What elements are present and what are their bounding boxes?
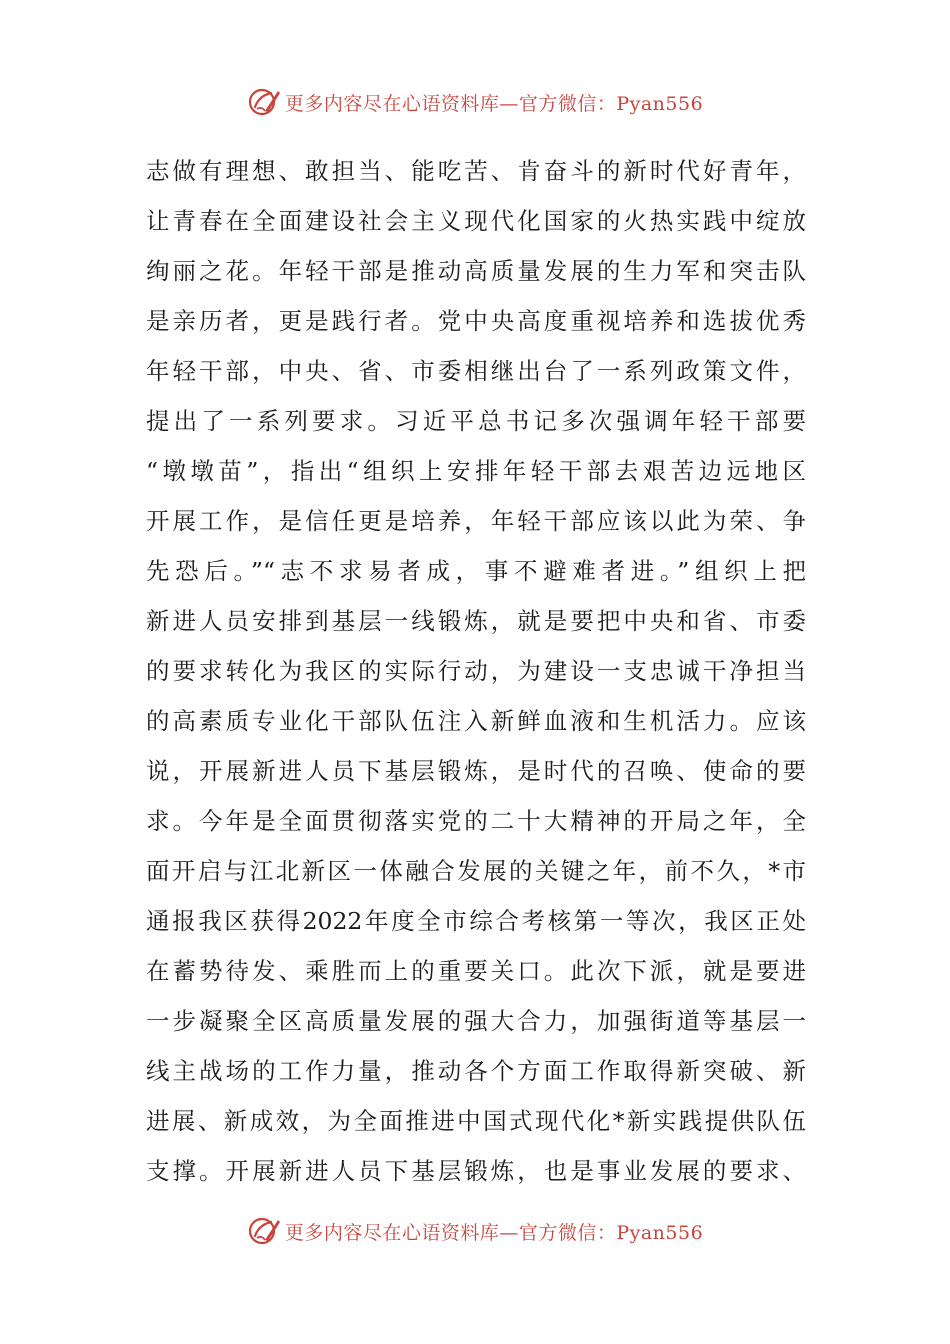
- text-line: 先恐后。”“志不求易者成，事不避难者进。”组织上把: [146, 557, 806, 585]
- text-line: 的高素质专业化干部队伍注入新鲜血液和生机活力。应该: [146, 707, 806, 735]
- text-line: 说，开展新进人员下基层锻炼，是时代的召唤、使命的要: [146, 757, 806, 785]
- text-line: 在蓄势待发、乘胜而上的重要关口。此次下派，就是要进: [146, 957, 806, 985]
- text-line: 面开启与江北新区一体融合发展的关键之年，前不久，*市: [146, 857, 806, 885]
- watermark-text: 更多内容尽在心语资料库—官方微信：Pyan556: [284, 92, 704, 115]
- document-body: [146, 146, 806, 1196]
- text-line: 进展、新成效，为全面推进中国式现代化*新实践提供队伍: [146, 1107, 806, 1135]
- watermark-text: 更多内容尽在心语资料库—官方微信：Pyan556: [284, 1221, 704, 1244]
- text-line: 线主战场的工作力量，推动各个方面工作取得新突破、新: [146, 1057, 806, 1085]
- text-line: 一步凝聚全区高质量发展的强大合力，加强街道等基层一: [146, 1007, 806, 1035]
- text-line: 新进人员安排到基层一线锻炼，就是要把中央和省、市委: [146, 607, 806, 635]
- text-line: “墩墩苗”，指出“组织上安排年轻干部去艰苦边远地区: [146, 457, 806, 485]
- pen-logo-icon: [247, 1214, 281, 1248]
- header-watermark: [0, 82, 950, 122]
- text-line: 通报我区获得2022年度全市综合考核第一等次，我区正处: [146, 907, 806, 935]
- text-line: 志做有理想、敢担当、能吃苦、肯奋斗的新时代好青年，: [146, 157, 806, 185]
- footer-watermark: [0, 1211, 950, 1251]
- text-line: 提出了一系列要求。习近平总书记多次强调年轻干部要: [146, 407, 806, 435]
- text-line: 绚丽之花。年轻干部是推动高质量发展的生力军和突击队: [146, 257, 806, 285]
- text-line: 年轻干部，中央、省、市委相继出台了一系列政策文件，: [146, 357, 806, 385]
- text-line: 的要求转化为我区的实际行动，为建设一支忠诚干净担当: [146, 657, 806, 685]
- text-line: 是亲历者，更是践行者。党中央高度重视培养和选拔优秀: [146, 307, 806, 335]
- text-line: 开展工作，是信任更是培养，年轻干部应该以此为荣、争: [146, 507, 806, 535]
- text-line: 支撑。开展新进人员下基层锻炼，也是事业发展的要求、: [146, 1157, 806, 1185]
- text-line: 求。今年是全面贯彻落实党的二十大精神的开局之年，全: [146, 807, 806, 835]
- text-line: 让青春在全面建设社会主义现代化国家的火热实践中绽放: [146, 207, 806, 235]
- pen-logo-icon: [247, 85, 281, 119]
